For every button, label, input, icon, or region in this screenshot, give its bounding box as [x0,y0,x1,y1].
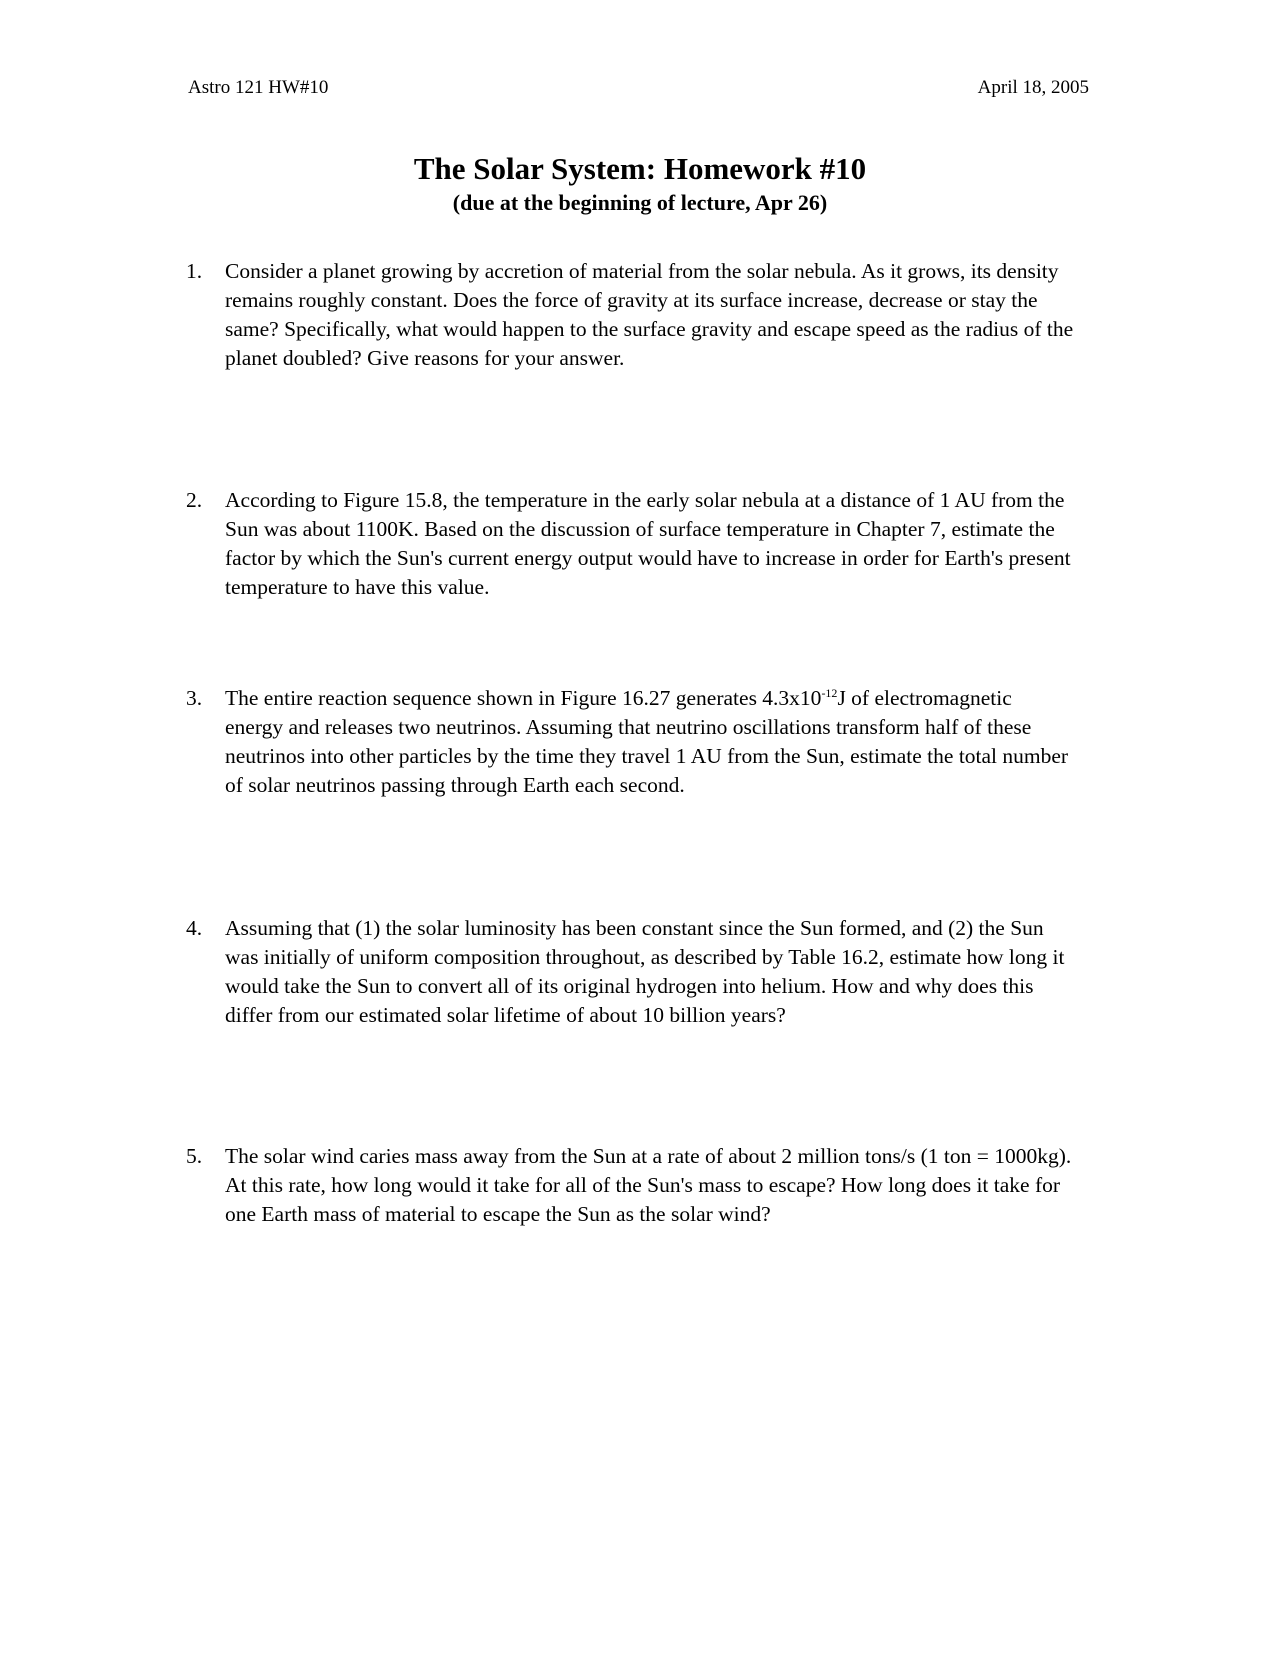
course-header: Astro 121 HW#10 [188,77,329,98]
question-number: 4. [186,916,203,940]
question-item [186,486,1086,602]
question-item [186,914,1086,1030]
question-number: 3. [186,686,203,710]
question-text: According to Figure 15.8, the temperature in the early solar nebula at a distance of 1 AU from the Sun was about 1100K. Based on the discussion of surface temperature in Chapter 7, estimate the factor by which the Sun's current energy output would have to increase in order for Earth's present temperature to have this value. [225,488,1071,599]
question-text-after: J of electromagnetic energy and releases two neutrinos. Assuming that neutrino oscillations transform half of these neutrinos into other particles by the time they travel 1 AU from the Sun, estimate the total number of solar neutrinos passing through Earth each second. [225,686,1069,797]
question-item [186,257,1086,373]
question-text: The solar wind caries mass away from the Sun at a rate of about 2 million tons/s (1 ton = 1000kg). At this rate, how long would it take for all of the Sun's mass to escape? How long does it take for one Earth mass of material to escape the Sun as the solar wind? [225,1144,1072,1226]
date-header: April 18, 2005 [977,77,1089,98]
question-item [186,684,1086,800]
question-number: 5. [186,1144,203,1168]
question-text: Consider a planet growing by accretion of material from the solar nebula. As it grows, its density remains roughly constant. Does the force of gravity at its surface increase, decrease or stay the same? Specifically, what would happen to the surface gravity and escape speed as the radius of the planet doubled? Give reasons for your answer. [225,259,1074,370]
exponent: -12 [821,685,838,700]
question-text [225,684,1075,800]
question-text-before: The entire reaction sequence shown in Figure 16.27 generates 4.3x10 [225,686,822,710]
question-number: 2. [186,488,203,512]
question-text: Assuming that (1) the solar luminosity has been constant since the Sun formed, and (2) the Sun was initially of uniform composition throughout, as described by Table 16.2, estimate how long it would take the Sun to convert all of its original hydrogen into helium. How and why does this differ from our estimated solar lifetime of about 10 billion years? [225,916,1065,1027]
question-item [186,1142,1086,1229]
question-number: 1. [186,259,203,283]
page-title: The Solar System: Homework #10 [413,151,867,186]
page-subtitle: (due at the beginning of lecture, Apr 26) [452,190,828,215]
